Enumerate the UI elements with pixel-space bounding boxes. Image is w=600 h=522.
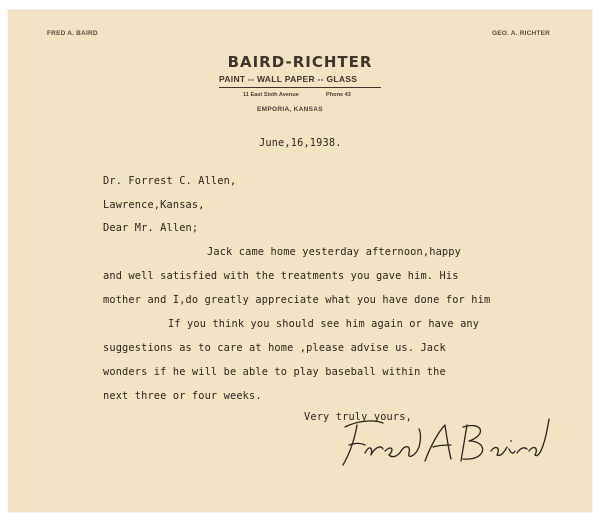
firm-phone: Phone 43 [326, 92, 351, 98]
letterhead-right-name: GEO. A. RICHTER [491, 30, 550, 37]
body-line: mother and I,do greatly appreciate what you have done for him [103, 294, 491, 306]
letter-closing: Very truly yours, [304, 411, 412, 423]
letter-location: Lawrence,Kansas, [103, 199, 205, 211]
signature [335, 405, 560, 475]
body-line: Jack came home yesterday afternoon,happy [207, 246, 461, 258]
body-line: If you think you should see him again or have any [168, 318, 480, 330]
firm-name: BAIRD-RICHTER [227, 53, 373, 71]
body-line: wonders if he will be able to play baseball within the [103, 366, 446, 378]
letter-salutation: Dear Mr. Allen; [103, 222, 199, 234]
letter-date: June,16,1938. [259, 137, 342, 149]
body-line: next three or four weeks. [103, 390, 262, 402]
tagline-rule [219, 87, 381, 88]
letterhead-left-name: FRED A. BAIRD [47, 30, 98, 37]
firm-tagline: PAINT -- WALL PAPER -- GLASS [219, 74, 358, 84]
firm-city: EMPORIA, KANSAS [257, 106, 323, 113]
firm-address: 11 East Sixth Avenue [243, 92, 299, 98]
body-line: suggestions as to care at home ,please advise us. Jack [103, 342, 446, 354]
body-line: and well satisfied with the treatments you gave him. His [103, 270, 459, 282]
letter-recipient: Dr. Forrest C. Allen, [103, 175, 237, 187]
